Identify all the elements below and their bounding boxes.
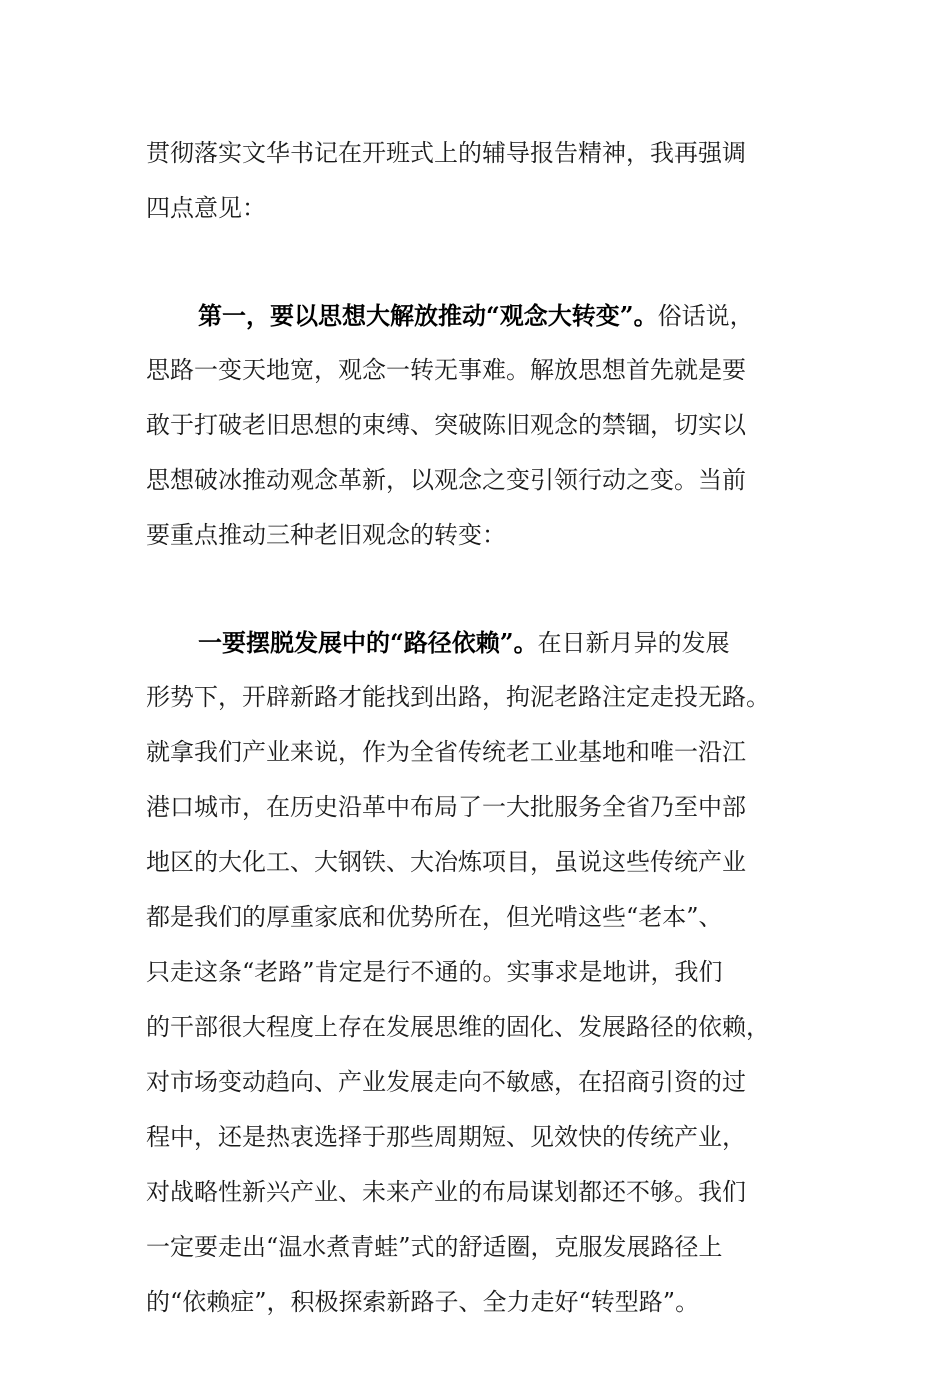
sub-point-heading: 一要摆脱发展中的“路径依赖”。 xyxy=(198,628,538,657)
paragraph-line: 敢于打破老旧思想的束缚、突破陈旧观念的禁锢，切实以 xyxy=(146,411,746,439)
paragraph-line xyxy=(146,615,806,670)
paragraph-line: 地区的大化工、大钢铁、大冶炼项目，虽说这些传统产业 xyxy=(146,848,746,876)
heading-continuation: 俗话说， xyxy=(657,302,754,330)
paragraph-line: 的“依赖症”，积极探索新路子、全力走好“转型路”。 xyxy=(146,1288,700,1316)
paragraph-line: 四点意见： xyxy=(146,194,266,222)
paragraph-line: 的干部很大程度上存在发展思维的固化、发展路径的依赖， xyxy=(146,1013,770,1041)
document-body xyxy=(146,126,806,1382)
paragraph-line: 思想破冰推动观念革新，以观念之变引领行动之变。当前 xyxy=(146,466,746,494)
paragraph-line: 只走这条“老路”肯定是行不通的。实事求是地讲，我们 xyxy=(146,958,723,986)
paragraph-path-dependence xyxy=(146,615,806,1330)
paragraph-first-point xyxy=(146,288,806,563)
paragraph-line: 贯彻落实文华书记在开班式上的辅导报告精神，我再强调 xyxy=(146,139,746,167)
paragraph-line: 对市场变动趋向、产业发展走向不敏感，在招商引资的过 xyxy=(146,1068,746,1096)
paragraph-line: 就拿我们产业来说，作为全省传统老工业基地和唯一沿江 xyxy=(146,738,746,766)
point-heading: 第一，要以思想大解放推动“观念大转变”。 xyxy=(198,301,658,330)
paragraph-line xyxy=(146,288,806,343)
paragraph-line: 一定要走出“温水煮青蛙”式的舒适圈，克服发展路径上 xyxy=(146,1233,723,1261)
paragraph-line: 程中，还是热衷选择于那些周期短、见效快的传统产业， xyxy=(146,1123,746,1151)
paragraph-line: 都是我们的厚重家底和优势所在，但光啃这些“老本”、 xyxy=(146,903,723,931)
paragraph-intro xyxy=(146,126,806,236)
paragraph-line: 对战略性新兴产业、未来产业的布局谋划都还不够。我们 xyxy=(146,1178,746,1206)
paragraph-line: 思路一变天地宽，观念一转无事难。解放思想首先就是要 xyxy=(146,356,746,384)
paragraph-line: 要重点推动三种老旧观念的转变： xyxy=(146,521,506,549)
paragraph-line: 形势下，开辟新路才能找到出路，拘泥老路注定走投无路。 xyxy=(146,683,770,711)
paragraph-line: 港口城市，在历史沿革中布局了一大批服务全省乃至中部 xyxy=(146,793,746,821)
heading-continuation: 在日新月异的发展 xyxy=(537,629,730,657)
